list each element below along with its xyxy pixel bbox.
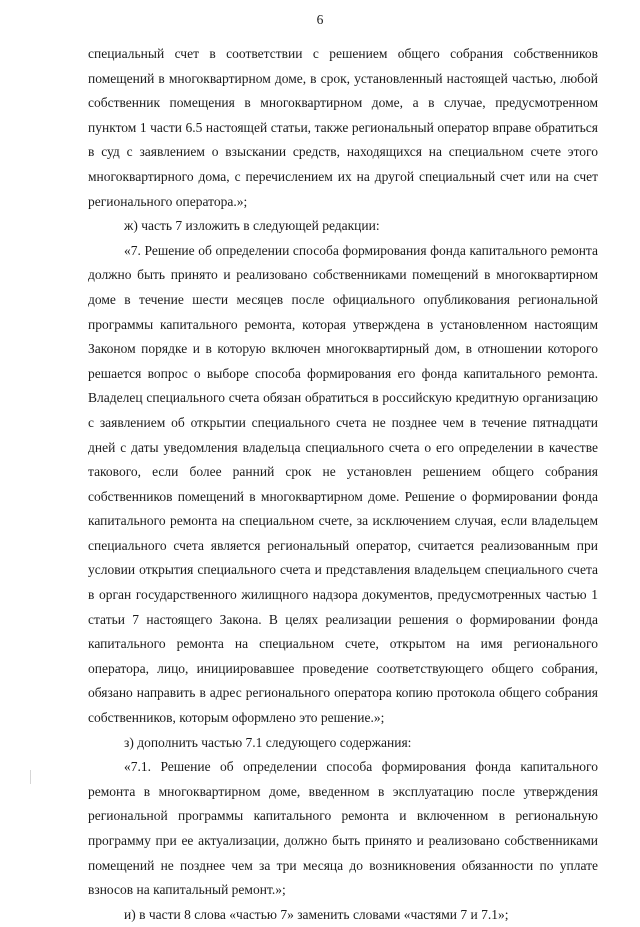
scan-margin-mark xyxy=(30,770,35,784)
paragraph-part-7-1: «7.1. Решение об определении способа формирования фонда капитального ремонта в многоквартирном доме, введенном в эксплуатацию после утверждения региональной программы капитального ремонта и включенном в региональную программу при ее актуализации, должно быть принято и реализовано собственниками помещений не позднее чем за три месяца до возникновения обязанности по уплате взносов на капитальный ремонт.»; xyxy=(88,759,598,898)
paragraph-amendment-i: и) в части 8 слова «частью 7» заменить словами «частями 7 и 7.1»; xyxy=(124,906,509,922)
paragraph-continuation: специальный счет в соответствии с решением общего собрания собственников помещений в многоквартирном доме, в срок, установленный настоящей частью, любой собственник помещения в многоквартирном доме, а в случае, предусмотренном пунктом 1 части 6.5 настоящей статьи, также региональный оператор вправе обратиться в суд с заявлением о взыскании средств, находящихся на специальном счете этого многоквартирного дома, с перечислением их на другой специальный счет или на счет регионального оператора.»; xyxy=(88,46,598,209)
page-number: 6 xyxy=(316,12,324,27)
document-body xyxy=(88,42,598,927)
paragraph-amendment-zh: ж) часть 7 изложить в следующей редакции: xyxy=(124,218,380,234)
paragraph-amendment-z: з) дополнить частью 7.1 следующего содержания: xyxy=(124,734,412,750)
paragraph-part-7: «7. Решение об определении способа формирования фонда капитального ремонта должно быть принято и реализовано собственниками помещений в многоквартирном доме в течение шести месяцев после официального опубликования региональной программы капитального ремонта, которая утверждена в установленном настоящим Законом порядке и в которую включен многоквартирный дом, в отношении которого решается вопрос о выборе способа формирования его фонда капитального ремонта. Владелец специального счета обязан обратиться в российскую кредитную организацию с заявлением об открытии специального счета не позднее чем в течение пятнадцати дней с даты уведомления владельца специального счета о его определении в качестве такового, если более ранний срок не установлен решением общего собрания собственников помещений в многоквартирном доме. Решение о формировании фонда капитального ремонта на специальном счете, за исключением случая, если владельцем специального счета является региональный оператор, считается реализованным при условии открытия специального счета и представления владельцем специального счета в орган государственного жилищного надзора документов, предусмотренных частью 1 статьи 7 настоящего Закона. В целях реализации решения о формировании фонда капитального ремонта на специальном счете, открытом на имя регионального оператора, лицо, инициировавшее проведение соответствующего общего собрания, обязано направить в адрес регионального оператора копию протокола общего собрания собственников, которым оформлено это решение.»; xyxy=(88,242,598,726)
